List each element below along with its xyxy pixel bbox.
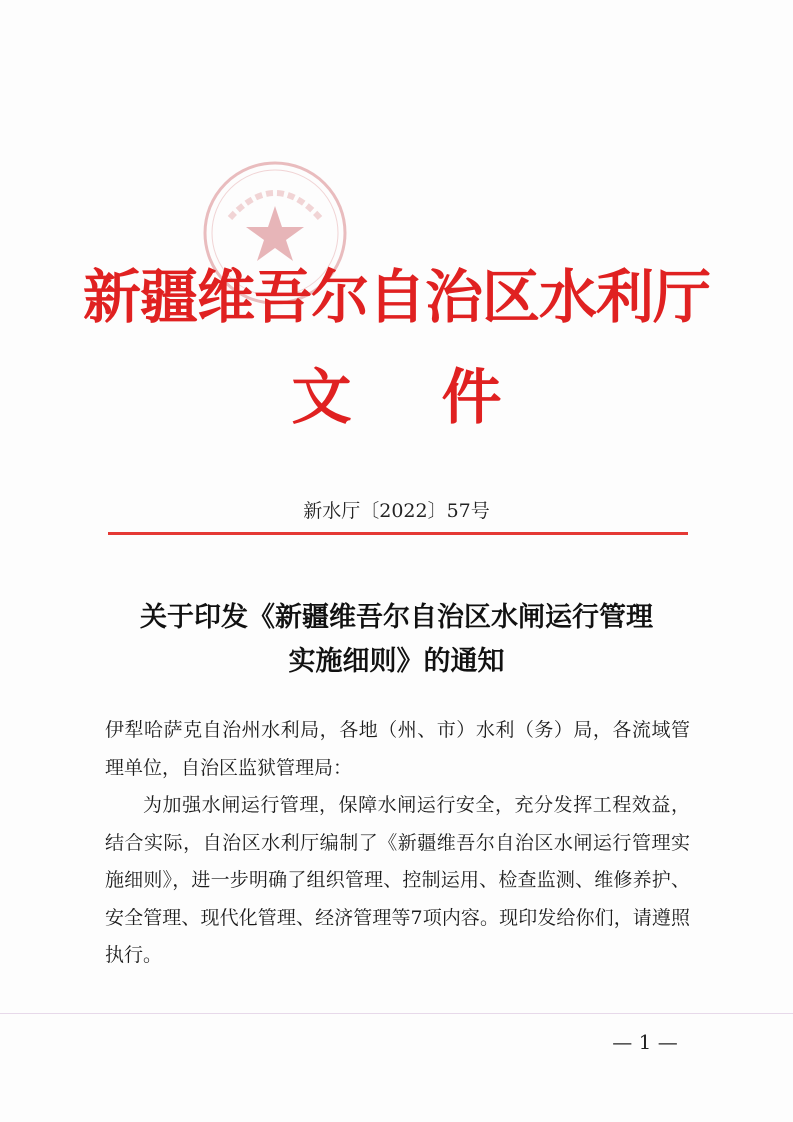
document-number: 新水厅〔2022〕57号: [303, 500, 490, 522]
document-title-line-1: 关于印发《新疆维吾尔自治区水闸运行管理: [140, 602, 653, 633]
addressee-paragraph: 伊犁哈萨克自治州水利局，各地（州、市）水利（务）局，各流域管理单位，自治区监狱管理局：: [105, 719, 690, 779]
document-label: 文件: [291, 363, 592, 433]
issuing-authority-title: 新疆维吾尔自治区水利厅: [82, 263, 710, 331]
page-number: — 1 —: [612, 1030, 678, 1054]
document-title: [90, 596, 703, 684]
body-paragraph: 为加强水闸运行管理，保障水闸运行安全，充分发挥工程效益，结合实际，自治区水利厅编制了《新疆维吾尔自治区水闸运行管理实施细则》，进一步明确了组织管理、控制运用、检查监测、维修养护、安全管理、现代化管理、经济管理等7项内容。现印发给你们，请遵照执行。: [105, 794, 690, 966]
document-title-line-2: 实施细则》的通知: [288, 646, 505, 677]
red-divider: [108, 532, 688, 535]
document-body: [105, 712, 690, 975]
bottom-divider: [0, 1013, 793, 1014]
